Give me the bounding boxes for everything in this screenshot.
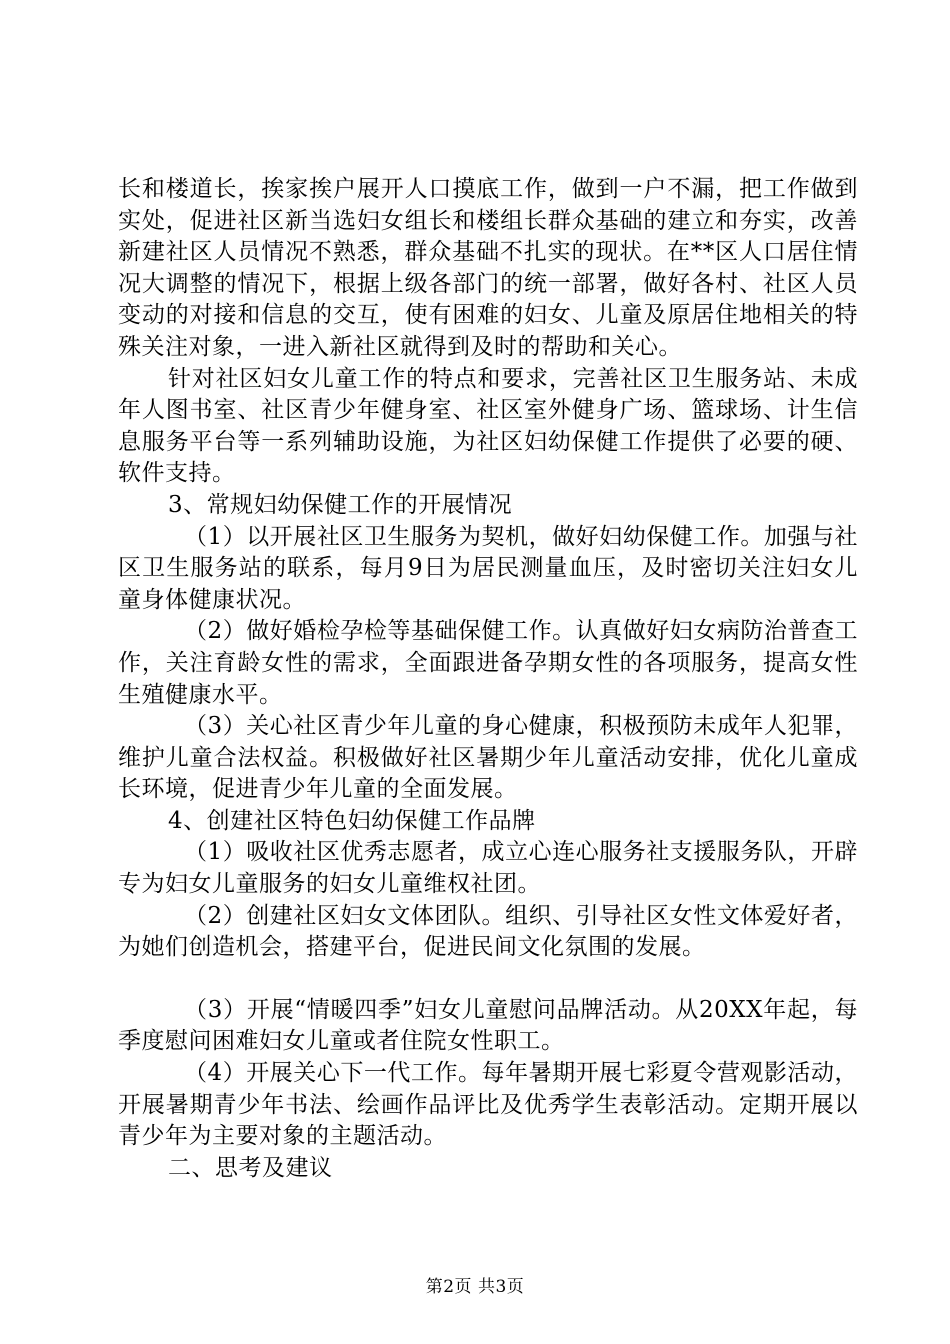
paragraph-community-survey: 长和楼道长，挨家挨户展开人口摸底工作，做到一户不漏，把工作做到实处，促进社区新当选妇女组长和楼组长群众基础的建立和夯实，改善新建社区人员情况不熟悉，群众基础不扎实的现状。在**区人口居住情况大调整的情况下，根据上级各部门的统一部署，做好各村、社区人员变动的对接和信息的交互，使有困难的妇女、儿童及原居住地相关的特殊关注对象，一进入新社区就得到及时的帮助和关心。	[118, 176, 858, 360]
section-heading-routine-work: 3、常规妇幼保健工作的开展情况	[168, 491, 513, 518]
list-item-next-generation: （4）开展关心下一代工作。每年暑期开展七彩夏令营观影活动，开展暑期青少年书法、绘画作品评比及优秀学生表彰活动。定期开展以青少年为主要对象的主题活动。	[118, 1060, 858, 1150]
list-item-youth-wellbeing: （3）关心社区青少年儿童的身心健康，积极预防未成年人犯罪，维护儿童合法权益。积极做好社区暑期少年儿童活动安排，优化儿童成长环境，促进青少年儿童的全面发展。	[118, 713, 858, 803]
page-number-footer: 第2页 共3页	[425, 1277, 525, 1297]
list-item-seasonal-visits: （3）开展“情暖四季”妇女儿童慰问品牌活动。从20XX年起，每季度慰问困难妇女儿童或者住院女性职工。	[118, 996, 858, 1055]
list-item-health-service: （1）以开展社区卫生服务为契机，做好妇幼保健工作。加强与社区卫生服务站的联系，每月9日为居民测量血压，及时密切关注妇女儿童身体健康状况。	[118, 523, 858, 613]
list-item-prenatal-checks: （2）做好婚检孕检等基础保健工作。认真做好妇女病防治普查工作，关注育龄女性的需求，全面跟进备孕期女性的各项服务，提高女性生殖健康水平。	[118, 618, 858, 708]
section-heading-reflections: 二、思考及建议	[168, 1154, 333, 1181]
paragraph-facilities: 针对社区妇女儿童工作的特点和要求，完善社区卫生服务站、未成年人图书室、社区青少年健身室、社区室外健身广场、篮球场、计生信息服务平台等一系列辅助设施，为社区妇幼保健工作提供了必要的硬、软件支持。	[118, 365, 858, 487]
document-body	[118, 174, 858, 1184]
list-item-volunteers: （1）吸收社区优秀志愿者，成立心连心服务社支援服务队，开辟专为妇女儿童服务的妇女儿童维权社团。	[118, 839, 858, 898]
list-item-culture-team: （2）创建社区妇女文体团队。组织、引导社区女性文体爱好者，为她们创造机会，搭建平台，促进民间文化氛围的发展。	[118, 902, 858, 961]
section-heading-brand-building: 4、创建社区特色妇幼保健工作品牌	[168, 807, 536, 834]
